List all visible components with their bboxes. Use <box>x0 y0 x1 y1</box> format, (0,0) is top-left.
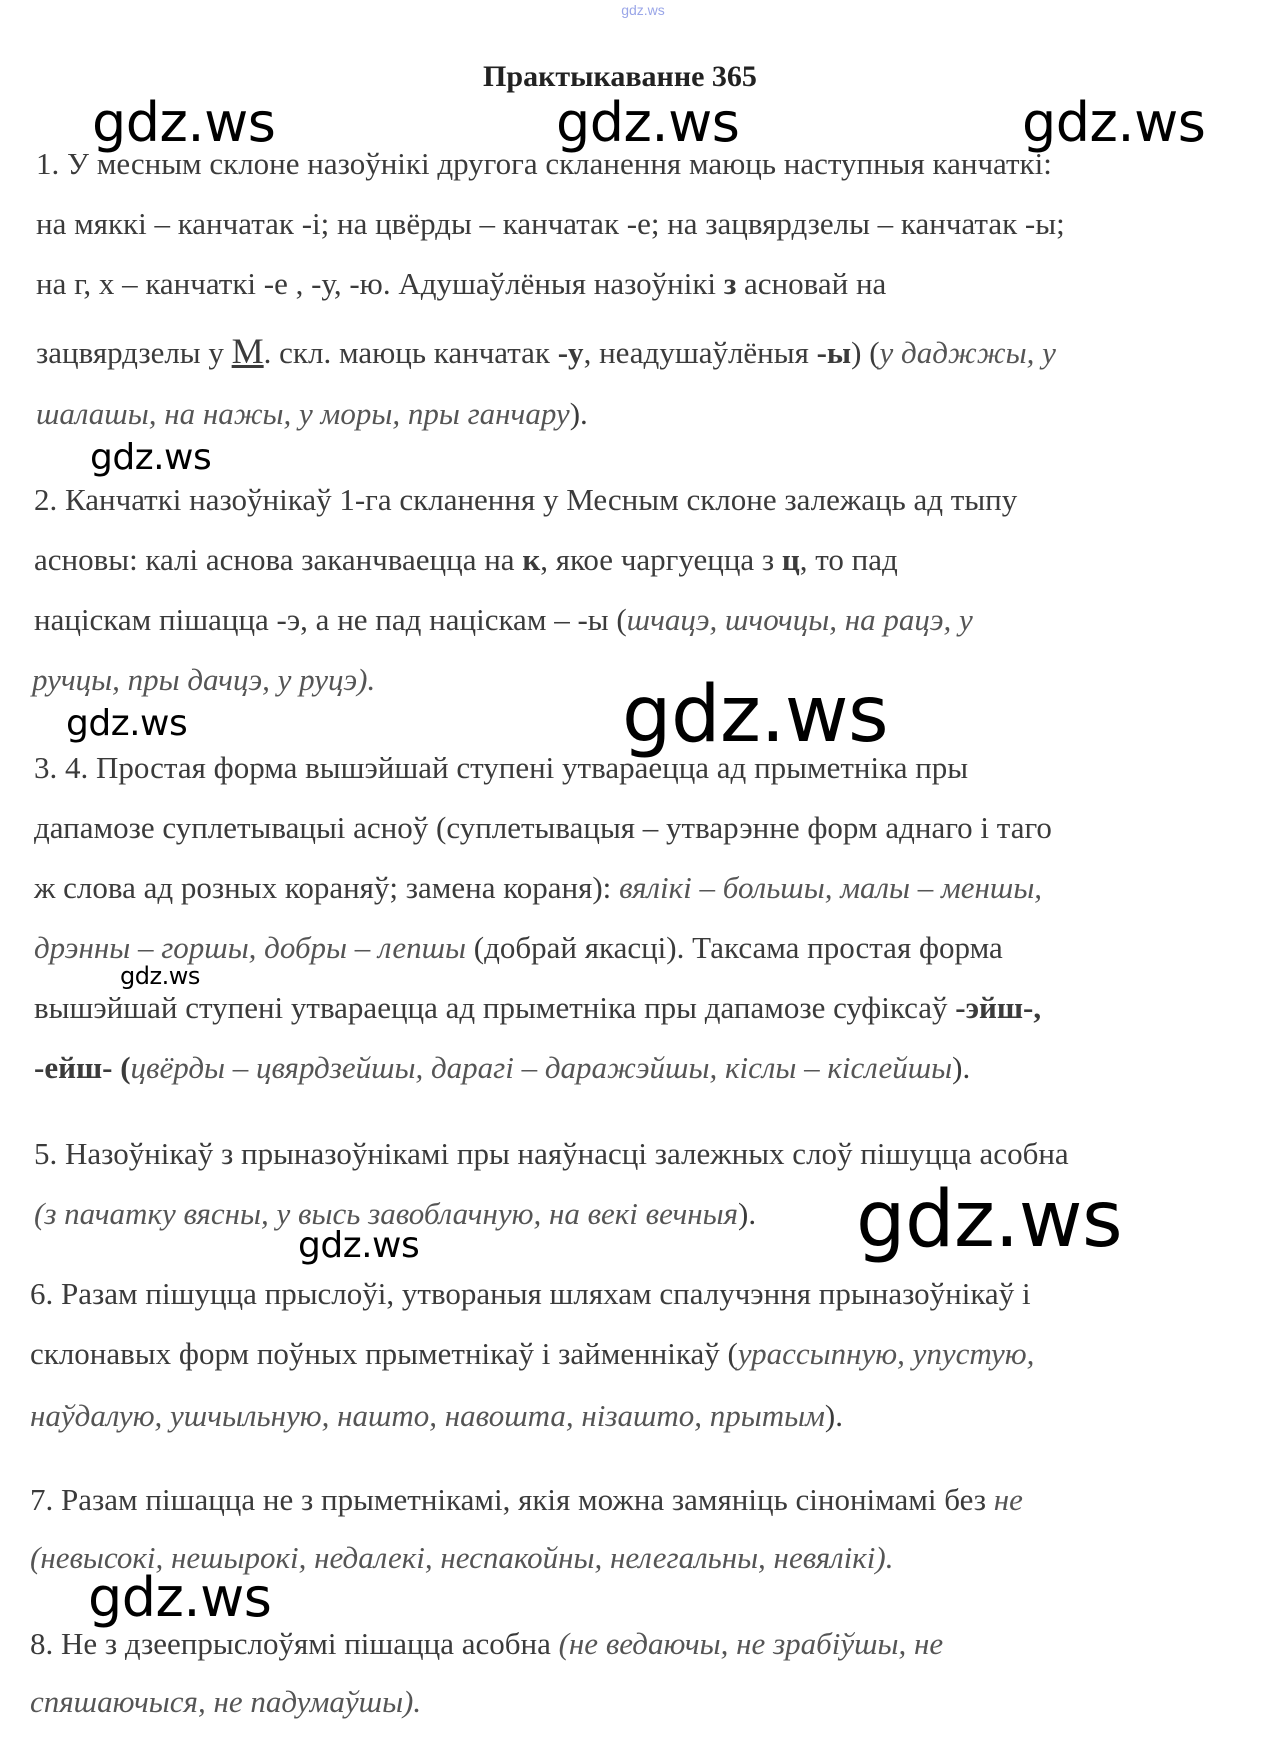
p6-line-3: наўдалую, ушчыльную, нашто, навошта, нізашто, прытым). <box>30 1398 843 1433</box>
p7-line-2: (невысокі, нешырокі, недалекі, неспакойны, нелегальны, невялікі). <box>30 1540 894 1575</box>
p2-line-2: асновы: калі аснова заканчваецца на к, якое чаргуецца з ц, то пад <box>34 542 898 577</box>
p3-line-5: вышэйшай ступені утвараецца ад прыметніка пры дапамозе суфіксаў -эйш-, <box>34 990 1042 1025</box>
watermark: gdz.ws <box>92 91 276 154</box>
p1-line-2: на мяккі – канчатак -і; на цвёрды – канчатак -е; на зацвярдзелы – канчатак -ы; <box>36 206 1065 241</box>
watermark: gdz.ws <box>1022 91 1206 154</box>
watermark: gdz.ws <box>622 670 889 760</box>
p3-line-2: дапамозе суплетывацыі асноў (суплетывацыя – утварэнне форм аднаго і таго <box>34 810 1052 845</box>
p7-line-1: 7. Разам пішацца не з прыметнікамі, якія можна замяніць сінонімамі без не <box>30 1482 1023 1517</box>
p6-line-1: 6. Разам пішуцца прыслоўі, утвораныя шляхам спалучэння прыназоўнікаў і <box>30 1276 1031 1311</box>
p1-line-3: на г, х – канчаткі -е , -у, -ю. Адушаўлёныя назоўнікі з асновай на <box>36 266 887 301</box>
p8-line-2: спяшаючыся, не падумаўшы). <box>30 1684 422 1719</box>
watermark: gdz.ws <box>298 1225 420 1266</box>
page-title: Практыкаванне 365 <box>483 60 757 93</box>
p6-line-2: склонавых форм поўных прыметнікаў і займеннікаў (урассыпную, упустую, <box>30 1336 1035 1371</box>
p1-line-1: 1. У месным склоне назоўнікі другога скланення маюць наступныя канчаткі: <box>36 146 1052 181</box>
p3-line-3: ж слова ад розных кораняў; замена кораня): вялікі – большы, малы – меншы, <box>34 870 1043 905</box>
p2-line-1: 2. Канчаткі назоўнікаў 1-га скланення у Месным склоне залежаць ад тыпу <box>34 482 1018 517</box>
watermark: gdz.ws <box>66 703 188 744</box>
watermark: gdz.ws <box>556 91 740 154</box>
watermark: gdz.ws <box>120 962 200 990</box>
p2-line-4: ручцы, пры дачцэ, у руцэ). <box>32 662 376 697</box>
p2-line-3: націскам пішацца -э, а не пад націскам – -ы (шчацэ, шчочцы, на рацэ, у <box>34 602 973 637</box>
watermark: gdz.ws <box>88 1566 272 1629</box>
watermark: gdz.ws <box>90 437 212 478</box>
watermark: gdz.ws <box>856 1175 1123 1265</box>
p3-line-6: -ейш- (цвёрды – цвярдзейшы, дарагі – даражэйшы, кіслы – кіслейшы). <box>34 1050 971 1085</box>
p3-line-1: 3. 4. Простая форма вышэйшай ступені утвараецца ад прыметніка пры <box>34 750 969 785</box>
p8-line-1: 8. Не з дзеепрыслоўямі пішацца асобна (не ведаючы, не зрабіўшы, не <box>30 1626 944 1661</box>
p5-line-1: 5. Назоўнікаў з прыназоўнікамі пры наяўнасці залежных слоў пішуцца асобна <box>34 1136 1069 1171</box>
p1-line-5: шалашы, на нажы, у моры, пры ганчару). <box>36 396 588 431</box>
site-link[interactable]: gdz.ws <box>621 2 665 18</box>
p5-line-2: (з пачатку вясны, у высь завоблачную, на векі вечныя). <box>34 1196 757 1231</box>
p3-line-4: дрэнны – горшы, добры – лепшы (добрай якасці). Таксама простая форма <box>34 930 1003 965</box>
p1-line-4: зацвярдзелы у М. скл. маюць канчатак -у, неадушаўлёныя -ы) (у даджжы, у <box>36 331 1056 371</box>
